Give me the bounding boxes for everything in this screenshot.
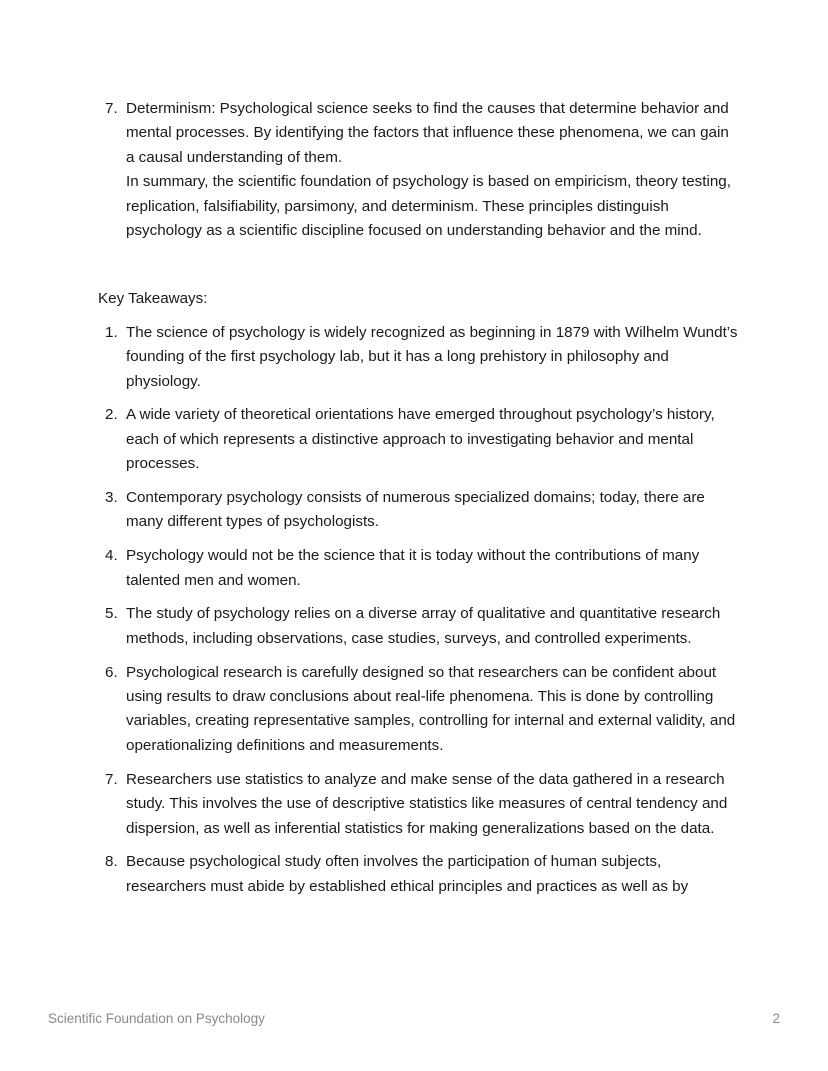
- list-item: [98, 850, 738, 899]
- list-item-text: Contemporary psychology consists of numerous specialized domains; today, there are many different types of psychologists.: [126, 489, 705, 531]
- list-item-number: 5.: [105, 605, 118, 623]
- list-item-number: 1.: [105, 323, 118, 341]
- list-item-number: 7.: [105, 100, 118, 117]
- page-content: [98, 97, 738, 909]
- list-item-text: Psychological research is carefully designed so that researchers can be confident about using results to draw conclusions about real-life phenomena. This is done by controlling variables, creating representative samples, controlling for internal and external validity, and operationalizing definitions and measurements.: [126, 663, 736, 754]
- list-item-number: 4.: [105, 547, 118, 565]
- list-item: [98, 403, 738, 476]
- list-item: [98, 321, 738, 394]
- list-item-number: 3.: [105, 489, 118, 507]
- list-item-text: Researchers use statistics to analyze and make sense of the data gathered in a research study. This involves the use of descriptive statistics like measures of central tendency and dispersion, as well as inferential statistics for making generalizations based on the data.: [126, 770, 728, 837]
- list-item: [98, 486, 738, 535]
- list-item: [98, 602, 738, 651]
- list-item-number: 8.: [105, 853, 118, 871]
- summary-paragraph: In summary, the scientific foundation of psychology is based on empiricism, theory testing, replication, falsifiability, parsimony, and determinism. These principles distinguish psychology as a scientific discipline focused on understanding behavior and the mind.: [126, 173, 731, 240]
- list-item-text: The study of psychology relies on a diverse array of qualitative and quantitative research methods, including observations, case studies, surveys, and controlled experiments.: [126, 605, 721, 647]
- footer-page-number: 2: [772, 1011, 780, 1026]
- list-item: [98, 768, 738, 841]
- list-item-text: A wide variety of theoretical orientations have emerged throughout psychology’s history, each of which represents a distinctive approach to investigating behavior and mental processes.: [126, 406, 715, 473]
- list-item-text: Psychology would not be the science that it is today without the contributions of many talented men and women.: [126, 547, 700, 589]
- list-item-text: Because psychological study often involves the participation of human subjects, researchers must abide by established ethical principles and practices as well as by: [126, 853, 689, 895]
- key-takeaways-list: [98, 321, 738, 899]
- key-takeaways-heading: Key Takeaways:: [98, 290, 208, 308]
- list-item-number: 2.: [105, 406, 118, 424]
- list-item-number: 6.: [105, 663, 118, 681]
- list-item-text: The science of psychology is widely recognized as beginning in 1879 with Wilhelm Wundt’s founding of the first psychology lab, but it has a long prehistory in philosophy and physiology.: [126, 323, 738, 390]
- list-item-number: 7.: [105, 770, 118, 788]
- list-item-text: Determinism: Psychological science seeks to find the causes that determine behavior and mental processes. By identifying the factors that influence these phenomena, we can gain a causal understanding of them.: [126, 100, 729, 166]
- footer-document-title: Scientific Foundation on Psychology: [48, 1011, 265, 1026]
- list-item: [98, 544, 738, 593]
- list-item-determinism: [98, 97, 738, 243]
- list-item: [98, 661, 738, 759]
